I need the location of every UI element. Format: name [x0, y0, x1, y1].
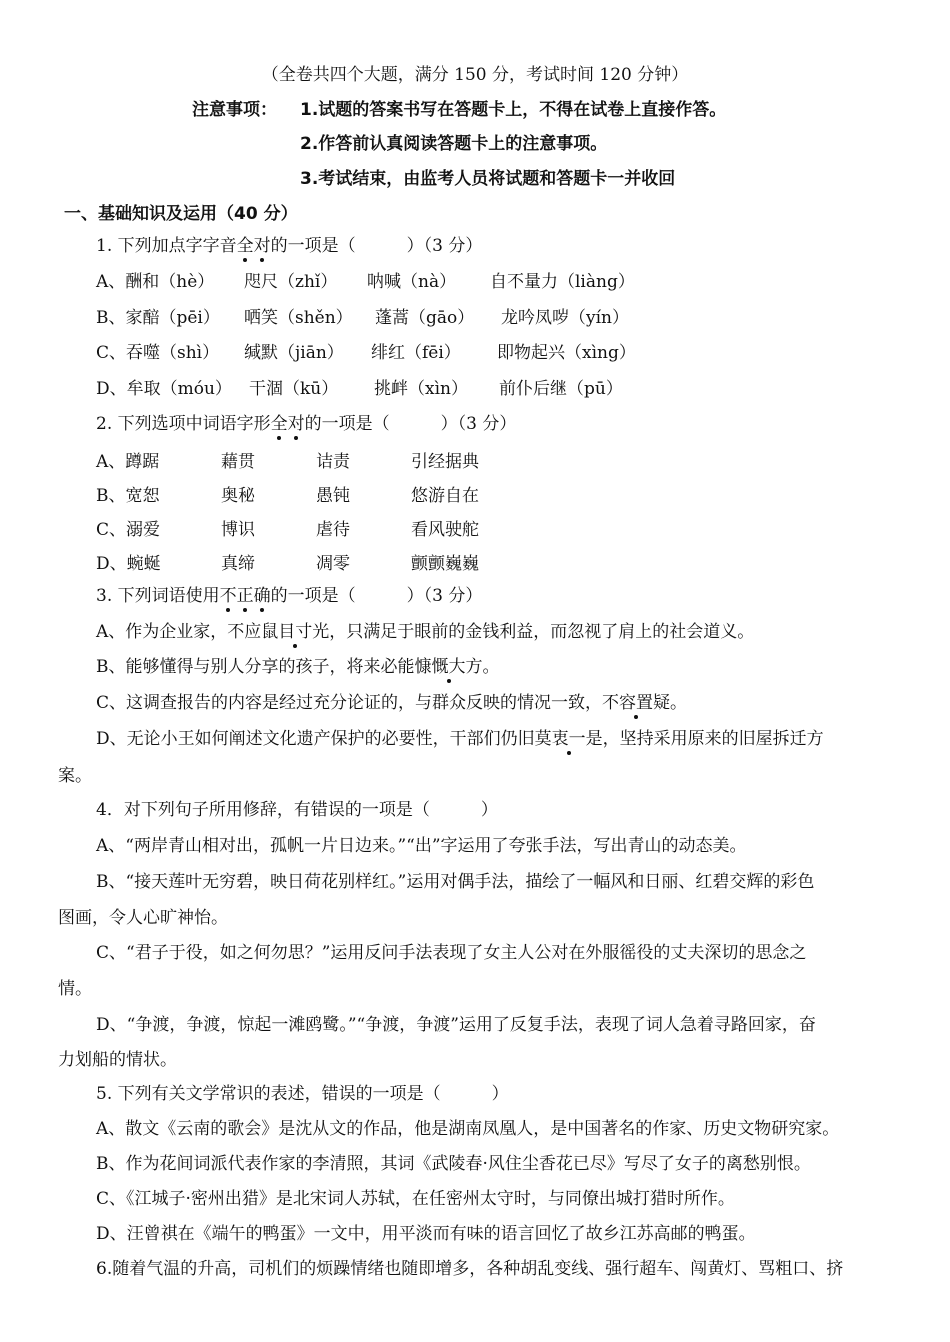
q3-option-d: D、无论小王如何阐述文化遗产保护的必要性，干部们仍旧莫衷一是，坚持采用原来的旧屋拆迁方 [96, 729, 824, 749]
q1-c-1: C、吞噬（shì） [96, 343, 220, 363]
q1-b-1: B、家醅（pēi） [96, 308, 220, 328]
q2-a-4: 引经据典 [411, 452, 479, 472]
q2-d-1: D、蜿蜒 [96, 554, 161, 574]
q2-d-3: 凋零 [316, 554, 350, 574]
q2-a-3: 诘责 [316, 452, 350, 472]
q1-d-1: D、牟取（móu） [96, 379, 232, 399]
q2-a-1: A、蹲踞 [96, 452, 160, 472]
exam-info: （全卷共四个大题，满分 150 分，考试时间 120 分钟） [261, 65, 689, 85]
notice-item-1: 1.试题的答案书写在答题卡上，不得在试卷上直接作答。 [300, 100, 727, 120]
q1-b-2: 哂笑（shěn） [244, 308, 353, 328]
notice-item-3: 3.考试结束，由监考人员将试题和答题卡一并收回 [300, 169, 676, 189]
q1-d-4: 前仆后继（pū） [499, 379, 623, 399]
q2-c-1: C、溺爱 [96, 520, 161, 540]
q2-d-2: 真缔 [221, 554, 255, 574]
q1-a-3: 呐喊（nà） [367, 272, 457, 292]
q1-d-2: 干涸（kū） [249, 379, 339, 399]
section-title: 一、基础知识及运用（40 分） [64, 204, 298, 224]
q2-a-2: 藉贯 [221, 452, 255, 472]
q5-option-b: B、作为花间词派代表作家的李清照，其词《武陵春·风住尘香花已尽》写尽了女子的离愁别恨。 [96, 1154, 811, 1174]
q1-a-1: A、酬和（hè） [96, 272, 215, 292]
q1-a-4: 自不量力（liàng） [490, 272, 635, 292]
q2-b-4: 悠游自在 [411, 486, 479, 506]
q5-option-d: D、汪曾祺在《端午的鸭蛋》一文中，用平淡而有味的语言回忆了故乡江苏高邮的鸭蛋。 [96, 1224, 756, 1244]
q4-option-a: A、“两岸青山相对出，孤帆一片日边来。”“出”字运用了夸张手法，写出青山的动态美。 [96, 836, 747, 856]
q6-stem: 6.随着气温的升高，司机们的烦躁情绪也随即增多，各种胡乱变线、强行超车、闯黄灯、骂粗口、挤 [96, 1259, 844, 1279]
q2-c-4: 看风驶舵 [411, 520, 479, 540]
q2-d-4: 颤颤巍巍 [411, 554, 479, 574]
q3-option-c: C、这调查报告的内容是经过充分论证的，与群众反映的情况一致，不容置疑。 [96, 693, 688, 713]
q3-option-a: A、作为企业家，不应鼠目寸光，只满足于眼前的金钱利益，而忽视了肩上的社会道义。 [96, 622, 755, 642]
q1-a-2: 咫尺（zhǐ） [244, 272, 338, 292]
q4-option-b-cont: 图画，令人心旷神怡。 [58, 908, 228, 928]
q5-stem: 5. 下列有关文学常识的表述，错误的一项是（ ） [96, 1084, 509, 1104]
q4-option-c-cont: 情。 [58, 979, 92, 999]
q3-option-d-cont: 案。 [58, 766, 92, 786]
q4-option-d-cont: 力划船的情状。 [58, 1050, 177, 1070]
q2-c-3: 虐待 [316, 520, 350, 540]
q4-option-d: D、“争渡，争渡，惊起一滩鸥鹭。”“争渡，争渡”运用了反复手法，表现了词人急着寻路回家，奋 [96, 1015, 816, 1035]
notice-label: 注意事项： [192, 100, 277, 120]
q5-option-a: A、散文《云南的歌会》是沈从文的作品，他是湖南凤凰人，是中国著名的作家、历史文物研究家。 [96, 1119, 840, 1139]
q1-c-4: 即物起兴（xìng） [497, 343, 636, 363]
q2-c-2: 博识 [221, 520, 255, 540]
q1-c-3: 绯红（fēi） [371, 343, 461, 363]
q2-b-2: 奥秘 [221, 486, 255, 506]
q3-option-b: B、能够懂得与别人分享的孩子，将来必能慷慨大方。 [96, 657, 500, 677]
q3-stem: 3. 下列词语使用不正确的一项是（ ）（3 分） [96, 586, 483, 606]
q2-b-3: 愚钝 [316, 486, 350, 506]
q4-option-c: C、“君子于役，如之何勿思？”运用反问手法表现了女主人公对在外服徭役的丈夫深切的思念之 [96, 943, 807, 963]
notice-item-2: 2.作答前认真阅读答题卡上的注意事项。 [300, 134, 608, 154]
q1-stem: 1. 下列加点字字音全对的一项是（ ）（3 分） [96, 236, 483, 256]
q2-stem: 2. 下列选项中词语字形全对的一项是（ ）（3 分） [96, 414, 517, 434]
q1-b-4: 龙吟凤哕（yín） [501, 308, 629, 328]
q4-stem: 4．对下列句子所用修辞，有错误的一项是（ ） [96, 800, 498, 820]
q5-option-c: C、《江城子·密州出猎》是北宋词人苏轼，在任密州太守时，与同僚出城打猎时所作。 [96, 1189, 735, 1209]
q4-option-b: B、“接天莲叶无穷碧，映日荷花别样红。”运用对偶手法，描绘了一幅风和日丽、红碧交辉的彩色 [96, 872, 815, 892]
q1-b-3: 蓬蒿（gāo） [375, 308, 475, 328]
q2-b-1: B、宽恕 [96, 486, 160, 506]
q1-d-3: 挑衅（xìn） [374, 379, 468, 399]
q1-c-2: 缄默（jiān） [244, 343, 344, 363]
